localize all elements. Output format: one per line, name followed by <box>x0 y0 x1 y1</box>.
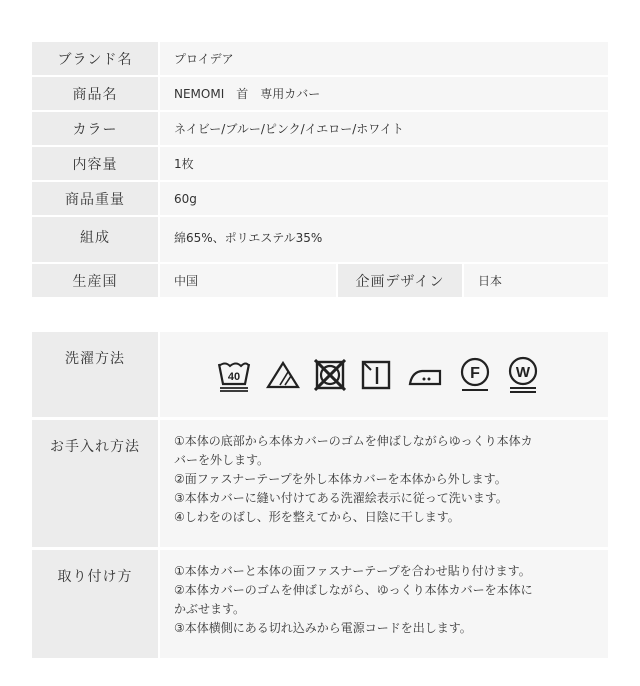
spec-table <box>32 42 608 299</box>
spec-row-color <box>32 112 608 147</box>
care-table <box>32 332 608 661</box>
content-label: 内容量 <box>32 147 158 180</box>
no-tumble-dry-icon <box>314 359 346 391</box>
spec-row-origin <box>32 264 608 299</box>
maintenance-line-1: ①本体の底部から本体カバーのゴムを伸ばしながらゆっくり本体カ <box>174 434 533 448</box>
origin-design-group <box>160 264 608 297</box>
attach-line-2: ②本体カバーのゴムを伸ばしながら、ゆっくり本体カバーを本体に <box>174 583 533 597</box>
spec-row-product <box>32 77 608 112</box>
design-label: 企画デザイン <box>338 264 462 297</box>
care-row-wash <box>32 332 608 420</box>
content-value: 1枚 <box>160 147 608 180</box>
dry-clean-letter: F <box>470 364 480 382</box>
material-label: 組成 <box>32 217 158 262</box>
maintenance-line-2: バーを外します。 <box>174 453 270 467</box>
origin-value: 中国 <box>160 264 336 297</box>
care-row-attach <box>32 550 608 661</box>
origin-label: 生産国 <box>32 264 158 297</box>
maintenance-label: お手入れ方法 <box>32 420 158 547</box>
attach-line-3: かぶせます。 <box>174 602 246 616</box>
weight-label: 商品重量 <box>32 182 158 215</box>
spec-row-brand <box>32 42 608 77</box>
brand-label: ブランド名 <box>32 42 158 75</box>
weight-value: 60g <box>160 182 608 215</box>
iron-low-icon <box>406 360 444 390</box>
bleach-icon <box>266 360 300 390</box>
care-icons <box>160 332 608 417</box>
color-label: カラー <box>32 112 158 145</box>
attach-line-4: ③本体横側にある切れ込みから電源コードを出します。 <box>174 621 472 635</box>
material-value: 綿65%、ポリエステル35% <box>160 217 608 262</box>
maintenance-line-3: ②面ファスナーテープを外し本体カバーを本体から外します。 <box>174 472 507 486</box>
attach-line-1: ①本体カバーと本体の面ファスナーテープを合わせ貼り付けます。 <box>174 564 531 578</box>
product-value: NEMOMI 首 専用カバー <box>160 77 608 110</box>
product-label: 商品名 <box>32 77 158 110</box>
color-value: ネイビー/ブルー/ピンク/イエロー/ホワイト <box>160 112 608 145</box>
spec-row-content <box>32 147 608 182</box>
attach-text <box>160 550 608 658</box>
spec-row-material <box>32 217 608 264</box>
maintenance-line-5: ④しわをのばし、形を整えてから、日陰に干します。 <box>174 510 460 524</box>
care-row-maintenance <box>32 420 608 550</box>
line-dry-icon <box>360 359 392 391</box>
maintenance-line-4: ③本体カバーに縫い付けてある洗濯絵表示に従って洗います。 <box>174 491 508 505</box>
spec-row-weight <box>32 182 608 217</box>
wet-clean-letter: W <box>515 363 531 381</box>
wash-temp-text: 40 <box>227 370 241 383</box>
attach-label: 取り付け方 <box>32 550 158 658</box>
wash-label: 洗濯方法 <box>32 332 158 417</box>
maintenance-text <box>160 420 608 547</box>
dry-clean-f-icon <box>458 357 492 393</box>
brand-value: プロイデア <box>160 42 608 75</box>
wet-clean-w-icon <box>506 356 540 394</box>
wash-40-icon <box>216 358 252 392</box>
design-value: 日本 <box>464 264 608 297</box>
